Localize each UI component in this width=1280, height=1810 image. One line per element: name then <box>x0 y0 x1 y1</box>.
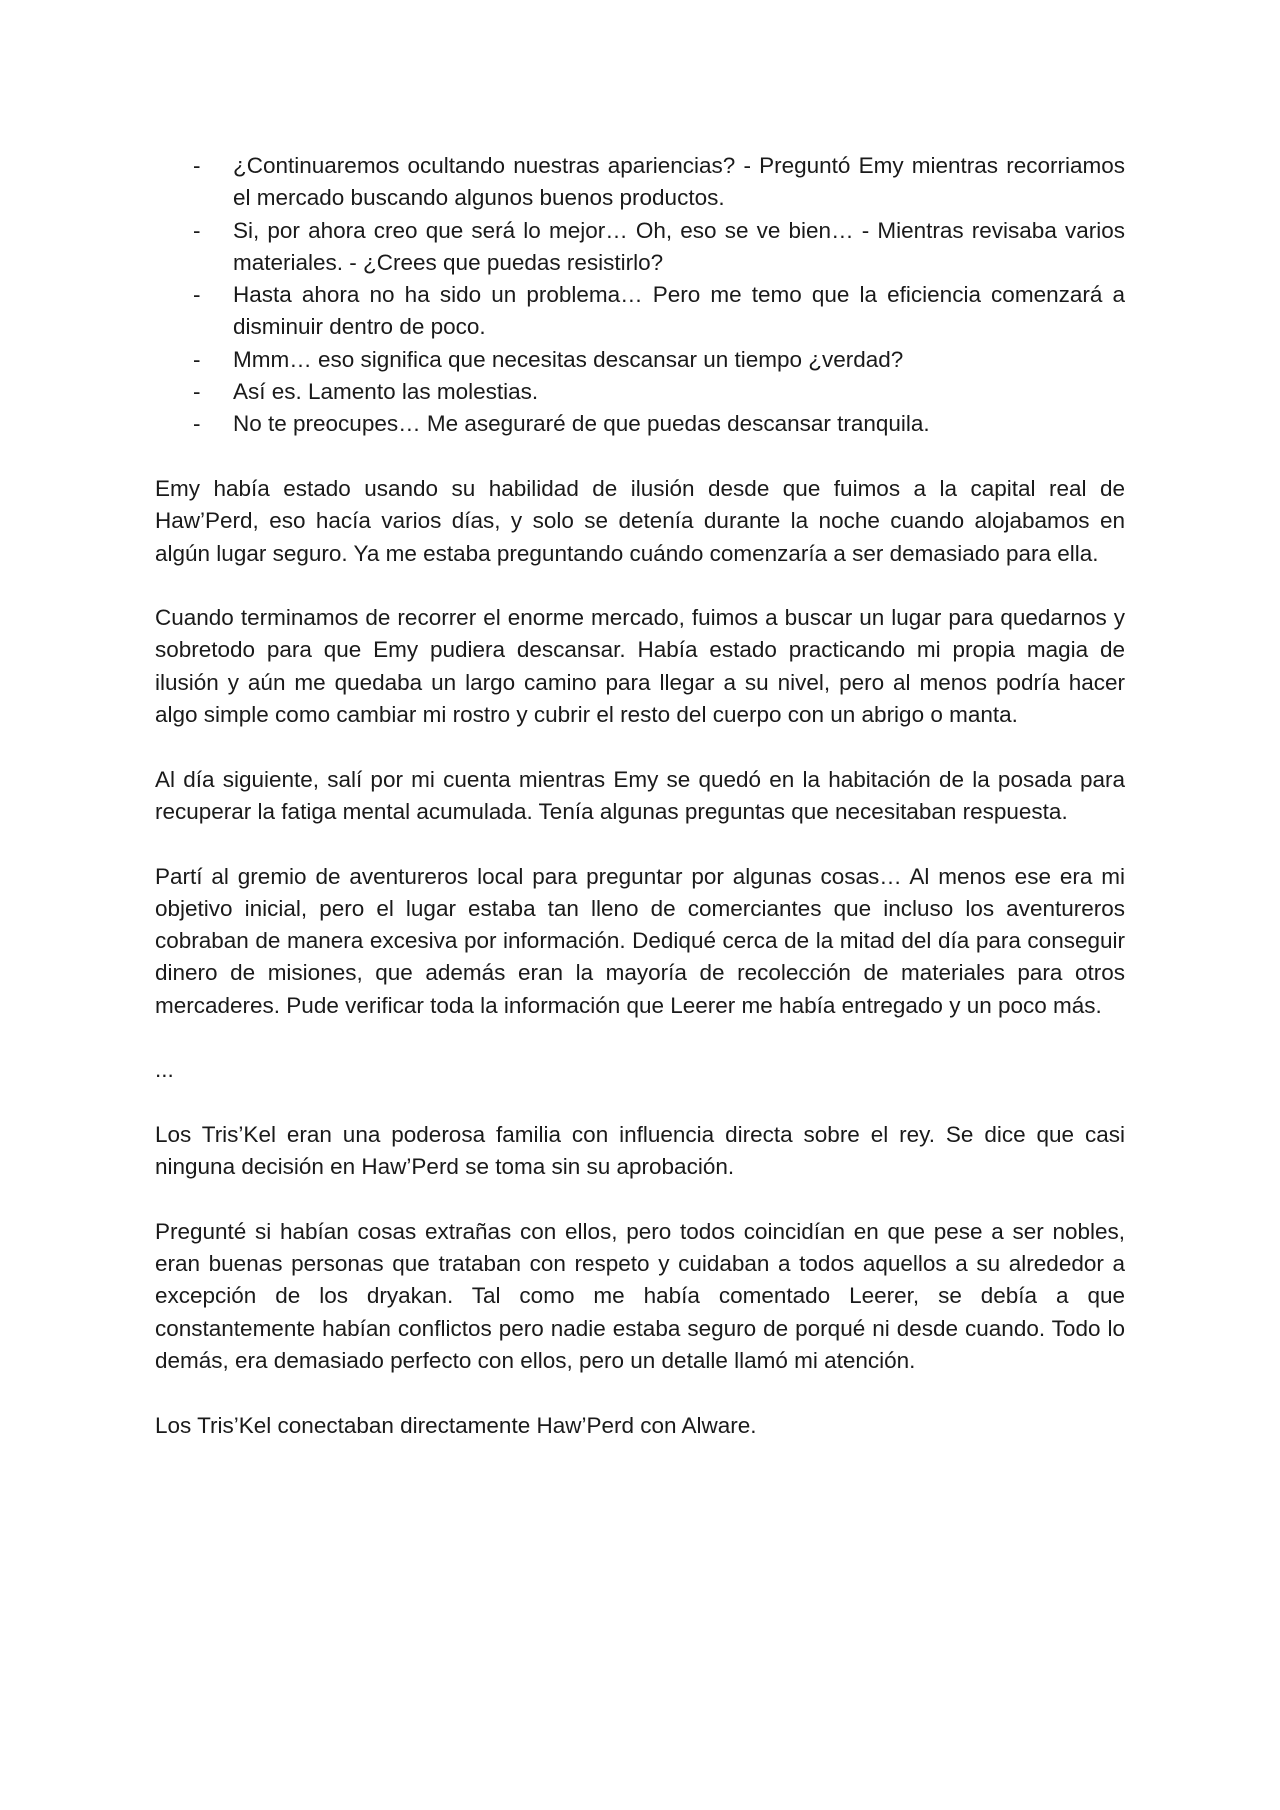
dialogue-list <box>155 150 1125 441</box>
paragraph-guild: Partí al gremio de aventureros local para preguntar por algunas cosas… Al menos ese era mi objetivo inicial, pero el lugar estaba tan lleno de comerciantes que incluso los aventureros cobraban de manera excesiva por información. Dediqué cerca de la mitad del día para conseguir dinero de misiones, que además eran la mayoría de recolección de materiales para otros mercaderes. Pude verificar toda la información que Leerer me había entregado y un poco más. <box>155 863 1125 1018</box>
dialogue-dash: - <box>193 217 201 243</box>
dialogue-dash: - <box>193 282 201 308</box>
paragraph-next-day: Al día siguiente, salí por mi cuenta mientras Emy se quedó en la habitación de la posada para recuperar la fatiga mental acumulada. Tenía algunas preguntas que necesitaban respuesta. <box>155 766 1125 824</box>
scene-break: ... <box>155 1057 174 1083</box>
dialogue-dash: - <box>193 153 201 178</box>
dialogue-dash: - <box>193 346 201 372</box>
document-page <box>155 150 1125 1442</box>
paragraph-market: Cuando terminamos de recorrer el enorme mercado, fuimos a buscar un lugar para quedarnos y sobretodo para que Emy pudiera descansar. Había estado practicando mi propia magia de ilusión y aún me quedaba un largo camino para llegar a su nivel, pero al menos podría hacer algo simple como cambiar mi rostro y cubrir el resto del cuerpo con un abrigo o manta. <box>155 605 1125 728</box>
dialogue-line <box>155 376 1125 408</box>
paragraph-conclusion: Los Tris’Kel conectaban directamente Haw’Perd con Alware. <box>155 1412 757 1438</box>
dialogue-text: No te preocupes… Me aseguraré de que puedas descansar tranquila. <box>233 411 930 437</box>
paragraph-questions: Pregunté si habían cosas extrañas con ellos, pero todos coincidían en que pese a ser nobles, eran buenas personas que trataban con respeto y cuidaban a todos aquellos a su alrededor a excepción de los dryakan. Tal como me había comentado Leerer, se debía a que constantemente habían conflictos pero nadie estaba seguro de porqué ni desde cuando. Todo lo demás, era demasiado perfecto con ellos, pero un detalle llamó mi atención. <box>155 1218 1125 1373</box>
dialogue-text: Si, por ahora creo que será lo mejor… Oh, eso se ve bien… - Mientras revisaba varios materiales. - ¿Crees que puedas resistirlo? <box>233 217 1125 275</box>
dialogue-line <box>155 150 1125 215</box>
dialogue-line <box>155 215 1125 280</box>
dialogue-text: ¿Continuaremos ocultando nuestras apariencias? - Preguntó Emy mientras recorriamos el mercado buscando algunos buenos productos. <box>233 153 1125 211</box>
paragraph-triskel-family: Los Tris’Kel eran una poderosa familia con influencia directa sobre el rey. Se dice que casi ninguna decisión en Haw’Perd se toma sin su aprobación. <box>155 1121 1125 1180</box>
dialogue-dash: - <box>193 411 201 437</box>
dialogue-line <box>155 279 1125 344</box>
dialogue-line <box>155 344 1125 376</box>
dialogue-text: Así es. Lamento las molestias. <box>233 379 539 405</box>
dialogue-line <box>155 408 1125 440</box>
dialogue-dash: - <box>193 379 201 405</box>
dialogue-text: Hasta ahora no ha sido un problema… Pero me temo que la eficiencia comenzará a disminuir dentro de poco. <box>233 282 1125 340</box>
dialogue-text: Mmm… eso significa que necesitas descansar un tiempo ¿verdad? <box>233 346 904 372</box>
paragraph-emy-illusion: Emy había estado usando su habilidad de ilusión desde que fuimos a la capital real de Haw’Perd, eso hacía varios días, y solo se detenía durante la noche cuando alojabamos en algún lugar seguro. Ya me estaba preguntando cuándo comenzaría a ser demasiado para ella. <box>155 475 1125 566</box>
